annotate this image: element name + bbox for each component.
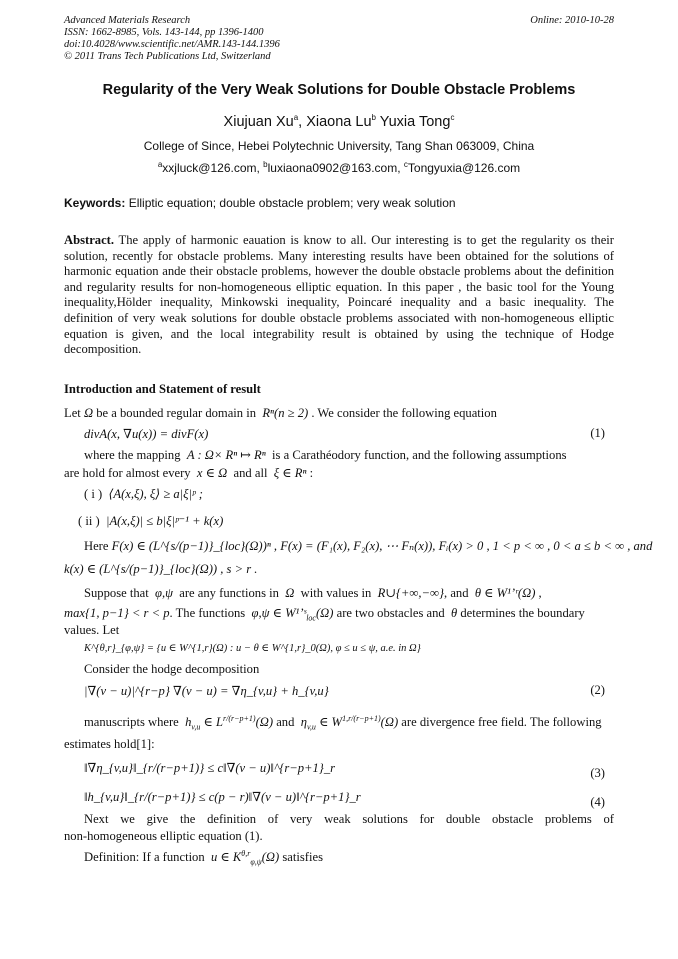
abstract-label: Abstract.: [64, 233, 115, 247]
manuscripts-line-1: manuscripts where $h_{v,u}$ ∈ $L^{r/(r-p+1)}(\Omega)$ and $\eta_{v,u}$ ∈ $W^{1,r/(r-p+1)}(\Omega)$ are divergence free field. The following: [84, 714, 602, 732]
equation-4-number: (4): [590, 795, 605, 809]
email-2: luxiaona0902@163.com,: [267, 161, 401, 175]
condition-i: ( i ) ⟨A(x,ξ), ξ⟩ ≥ a|ξ|ᵖ ;: [84, 487, 203, 501]
equation-3: ‖∇η_{v,u}‖_{r/(r−p+1)} ≤ c‖∇(v − u)‖^{r−p+1}_r: [84, 761, 336, 775]
equation-2-number: (2): [590, 683, 605, 697]
next-line-2: non-homogeneous elliptic equation (1).: [64, 829, 263, 843]
online-date: Online: 2010-10-28: [530, 15, 614, 26]
abstract: [64, 233, 614, 358]
email-3: Tongyuxia@126.com: [407, 161, 521, 175]
keywords-label: Keywords:: [64, 196, 126, 210]
equation-1-number: (1): [590, 426, 605, 440]
keywords: [64, 196, 456, 210]
condition-ii: ( ii ) |A(x,ξ)| ≤ b|ξ|ᵖ⁻¹ + k(x): [78, 514, 224, 528]
equation-4: ‖h_{v,u}‖_{r/(r−p+1)} ≤ c(p − r)‖∇(v − u)‖^{r−p+1}_r: [84, 790, 361, 804]
here-line-2: k(x) ∈ (L^{s/(p−1)}_{loc}(Ω)) , s > r .: [64, 562, 258, 576]
equation-3-number: (3): [590, 766, 605, 780]
doi-line: doi:10.4028/www.scientific.net/AMR.143-144.1396: [64, 39, 280, 50]
author-2: Xiaona Lu: [306, 113, 372, 130]
author-list: Xiujuan Xu$^a$, Xiaona Lu$^b$ Yuxia Tong$^c$: [223, 113, 455, 130]
k-set-definition: K^{θ,r}_{φ,ψ} = {u ∈ W^{1,r}(Ω) : u − θ ∈ W^{1,r}_0(Ω), φ ≤ u ≤ ψ, a.e. in Ω}: [84, 643, 421, 654]
author-3: Yuxia Tong: [379, 113, 451, 130]
body-line-1: Let Ω be a bounded regular domain in Rⁿ(n ≥ 2) . We consider the following equation: [64, 406, 497, 420]
affiliation: College of Since, Hebei Polytechnic University, Tang Shan 063009, China: [143, 139, 535, 153]
email-1: xxjluck@126.com,: [162, 161, 260, 175]
abstract-text: The apply of harmonic eauation is know to all. Our interesting is to get the regularity os their solution, recently for obstacle problems. Many interesting results have been obtained for the solutions of harmonic equation ande their obstacle problems, however the double obstacle problems about the definition and regularity results for non-homogeneous elliptic equation. In this paper , the basic tool for the Young inequality,Hölder inequality, Minkowski inequality, Poincaré inequality and a basic inequality. The definition of very weak solutions for double obstacle problems associated with non-homogeneous elliptic equation is given, and the local integrability result is obtained by using the technique of Hodge decomposition.: [64, 233, 614, 357]
body-line-4: are hold for almost every x ∈ Ω and all ξ ∈ Rⁿ :: [64, 466, 314, 480]
equation-2: |∇(v − u)|^{r−p} ∇(v − u) = ∇η_{v,u} + h_{v,u}: [84, 684, 329, 698]
copyright-line: © 2011 Trans Tech Publications Ltd, Switzerland: [64, 51, 271, 62]
hodge-line: Consider the hodge decomposition: [84, 662, 260, 676]
manuscripts-line-2: estimates hold[1]:: [64, 737, 155, 751]
journal-name: Advanced Materials Research: [64, 15, 191, 26]
paper-title: Regularity of the Very Weak Solutions for Double Obstacle Problems: [102, 82, 576, 98]
body-line-3: where the mapping A : Ω× Rⁿ ↦ Rⁿ is a Carathéodory function, and the following assumptions: [84, 448, 567, 462]
suppose-line-3: values. Let: [64, 623, 120, 637]
next-line-1: Next we give the definition of very weak solutions for double obstacle problems of: [84, 812, 614, 826]
definition-line: Definition: If a function u ∈ $K^{\theta,r}_{\varphi,\psi}(\Omega)$ satisfies: [84, 849, 323, 867]
keywords-text: Elliptic equation; double obstacle problem; very weak solution: [128, 196, 456, 210]
suppose-line-2: max{1, p−1} < r < p. The functions φ,ψ ∈ W¹ʼˢ$_{loc}$(Ω) are two obstacles and θ determines the boundary: [64, 606, 585, 623]
here-line-1: Here F(x) ∈ (L^{s/(p−1)}_{loc}(Ω))ⁿ , F(x) = (F₁(x), F₂(x), ⋯ Fₙ(x)), Fᵢ(x) > 0 , 1 < p < ∞ , 0 < a ≤ b < ∞ , and: [84, 539, 653, 553]
equation-1: divA(x, ∇u(x)) = divF(x): [84, 427, 209, 441]
author-1: Xiujuan Xu: [223, 113, 294, 130]
email-list: $^a$xxjluck@126.com, $^b$luxiaona0902@163.com, $^c$Tongyuxia@126.com: [157, 160, 521, 175]
section-heading: Introduction and Statement of result: [64, 382, 261, 396]
suppose-line-1: Suppose that φ,ψ are any functions in Ω with values in R∪{+∞,−∞}, and θ ∈ W¹ʼʳ(Ω) ,: [84, 586, 542, 600]
issn-line: ISSN: 1662-8985, Vols. 143-144, pp 1396-1400: [64, 27, 264, 38]
